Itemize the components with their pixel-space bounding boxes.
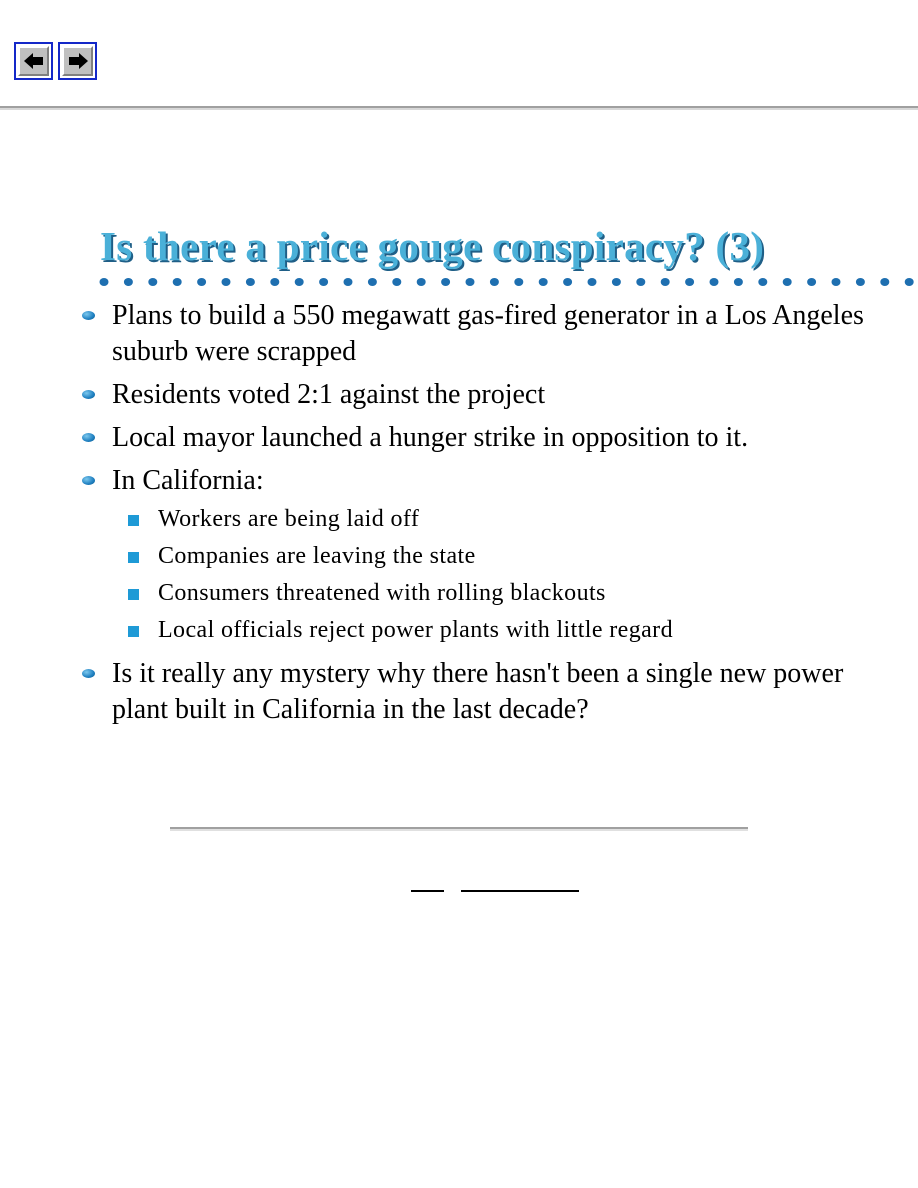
title-underline-dot bbox=[905, 278, 914, 286]
bullet-text: Is it really any mystery why there hasn't been a single new power plant built in California in the last decade? bbox=[112, 658, 844, 725]
slide-title: Is there a price gouge conspiracy? (3) bbox=[100, 223, 765, 269]
title-underline-dot bbox=[758, 278, 767, 286]
title-underline-dot bbox=[588, 278, 597, 286]
sub-bullet-item bbox=[128, 612, 882, 649]
bullet-item bbox=[82, 656, 882, 728]
square-bullet-icon bbox=[128, 626, 139, 637]
next-slide-button[interactable] bbox=[58, 42, 97, 80]
title-underline-dot bbox=[124, 278, 133, 286]
title-underline-dot bbox=[783, 278, 792, 286]
title-underline-dot bbox=[246, 278, 255, 286]
title-underline-dot bbox=[856, 278, 865, 286]
sub-bullet-item bbox=[128, 501, 882, 538]
bullet-text: In California: bbox=[112, 465, 264, 496]
title-underline-dot bbox=[319, 278, 328, 286]
previous-slide-button[interactable] bbox=[14, 42, 53, 80]
title-underline-dot bbox=[832, 278, 841, 286]
title-dotted-underline bbox=[98, 276, 918, 288]
title-underline-dot bbox=[295, 278, 304, 286]
header-divider bbox=[0, 106, 918, 110]
bullet-marker-icon bbox=[82, 433, 95, 442]
title-underline-dot bbox=[636, 278, 645, 286]
title-underline-dot bbox=[392, 278, 401, 286]
title-underline-dot bbox=[466, 278, 475, 286]
bullet-list bbox=[82, 298, 882, 735]
title-underline-dot bbox=[539, 278, 548, 286]
title-underline-dot bbox=[222, 278, 231, 286]
title-underline-dot bbox=[441, 278, 450, 286]
bullet-text: Local mayor launched a hunger strike in opposition to it. bbox=[112, 422, 749, 453]
title-underline-dot bbox=[368, 278, 377, 286]
square-bullet-icon bbox=[128, 552, 139, 563]
title-underline-dot bbox=[661, 278, 670, 286]
title-underline-dot bbox=[417, 278, 426, 286]
bullet-item bbox=[82, 377, 882, 413]
sub-bullet-item bbox=[128, 575, 882, 612]
title-underline-dot bbox=[880, 278, 889, 286]
arrow-right-icon bbox=[67, 51, 89, 71]
bullet-marker-icon bbox=[82, 311, 95, 320]
square-bullet-icon bbox=[128, 589, 139, 600]
sub-bullet-item bbox=[128, 538, 882, 575]
bullet-marker-icon bbox=[82, 476, 95, 485]
footer-link-2[interactable] bbox=[461, 872, 579, 892]
title-underline-dot bbox=[612, 278, 621, 286]
square-bullet-icon bbox=[128, 515, 139, 526]
title-underline-dot bbox=[148, 278, 157, 286]
title-underline-dot bbox=[710, 278, 719, 286]
slide-navigation bbox=[14, 42, 97, 80]
sub-bullet-text: Consumers threatened with rolling blackouts bbox=[158, 580, 606, 606]
bullet-item bbox=[82, 298, 882, 370]
footer-divider bbox=[170, 827, 748, 831]
bullet-item bbox=[82, 420, 882, 456]
title-underline-dot bbox=[173, 278, 182, 286]
title-underline-dot bbox=[490, 278, 499, 286]
title-underline-dot bbox=[734, 278, 743, 286]
bullet-marker-icon bbox=[82, 390, 95, 399]
arrow-left-icon bbox=[23, 51, 45, 71]
bullet-item bbox=[82, 463, 882, 649]
title-underline-dot bbox=[807, 278, 816, 286]
title-underline-dot bbox=[270, 278, 279, 286]
title-underline-dot bbox=[563, 278, 572, 286]
bullet-text: Plans to build a 550 megawatt gas-fired generator in a Los Angeles suburb were scrapped bbox=[112, 300, 864, 367]
title-underline-dot bbox=[685, 278, 694, 286]
footer-link-1[interactable] bbox=[411, 872, 444, 892]
bullet-text: Residents voted 2:1 against the project bbox=[112, 379, 546, 410]
title-underline-dot bbox=[344, 278, 353, 286]
sub-bullet-list bbox=[128, 501, 882, 649]
bullet-marker-icon bbox=[82, 669, 95, 678]
title-underline-dot bbox=[197, 278, 206, 286]
title-underline-dot bbox=[514, 278, 523, 286]
sub-bullet-text: Workers are being laid off bbox=[158, 506, 420, 532]
sub-bullet-text: Local officials reject power plants with little regard bbox=[158, 617, 673, 643]
sub-bullet-text: Companies are leaving the state bbox=[158, 543, 476, 569]
title-underline-dot bbox=[100, 278, 109, 286]
